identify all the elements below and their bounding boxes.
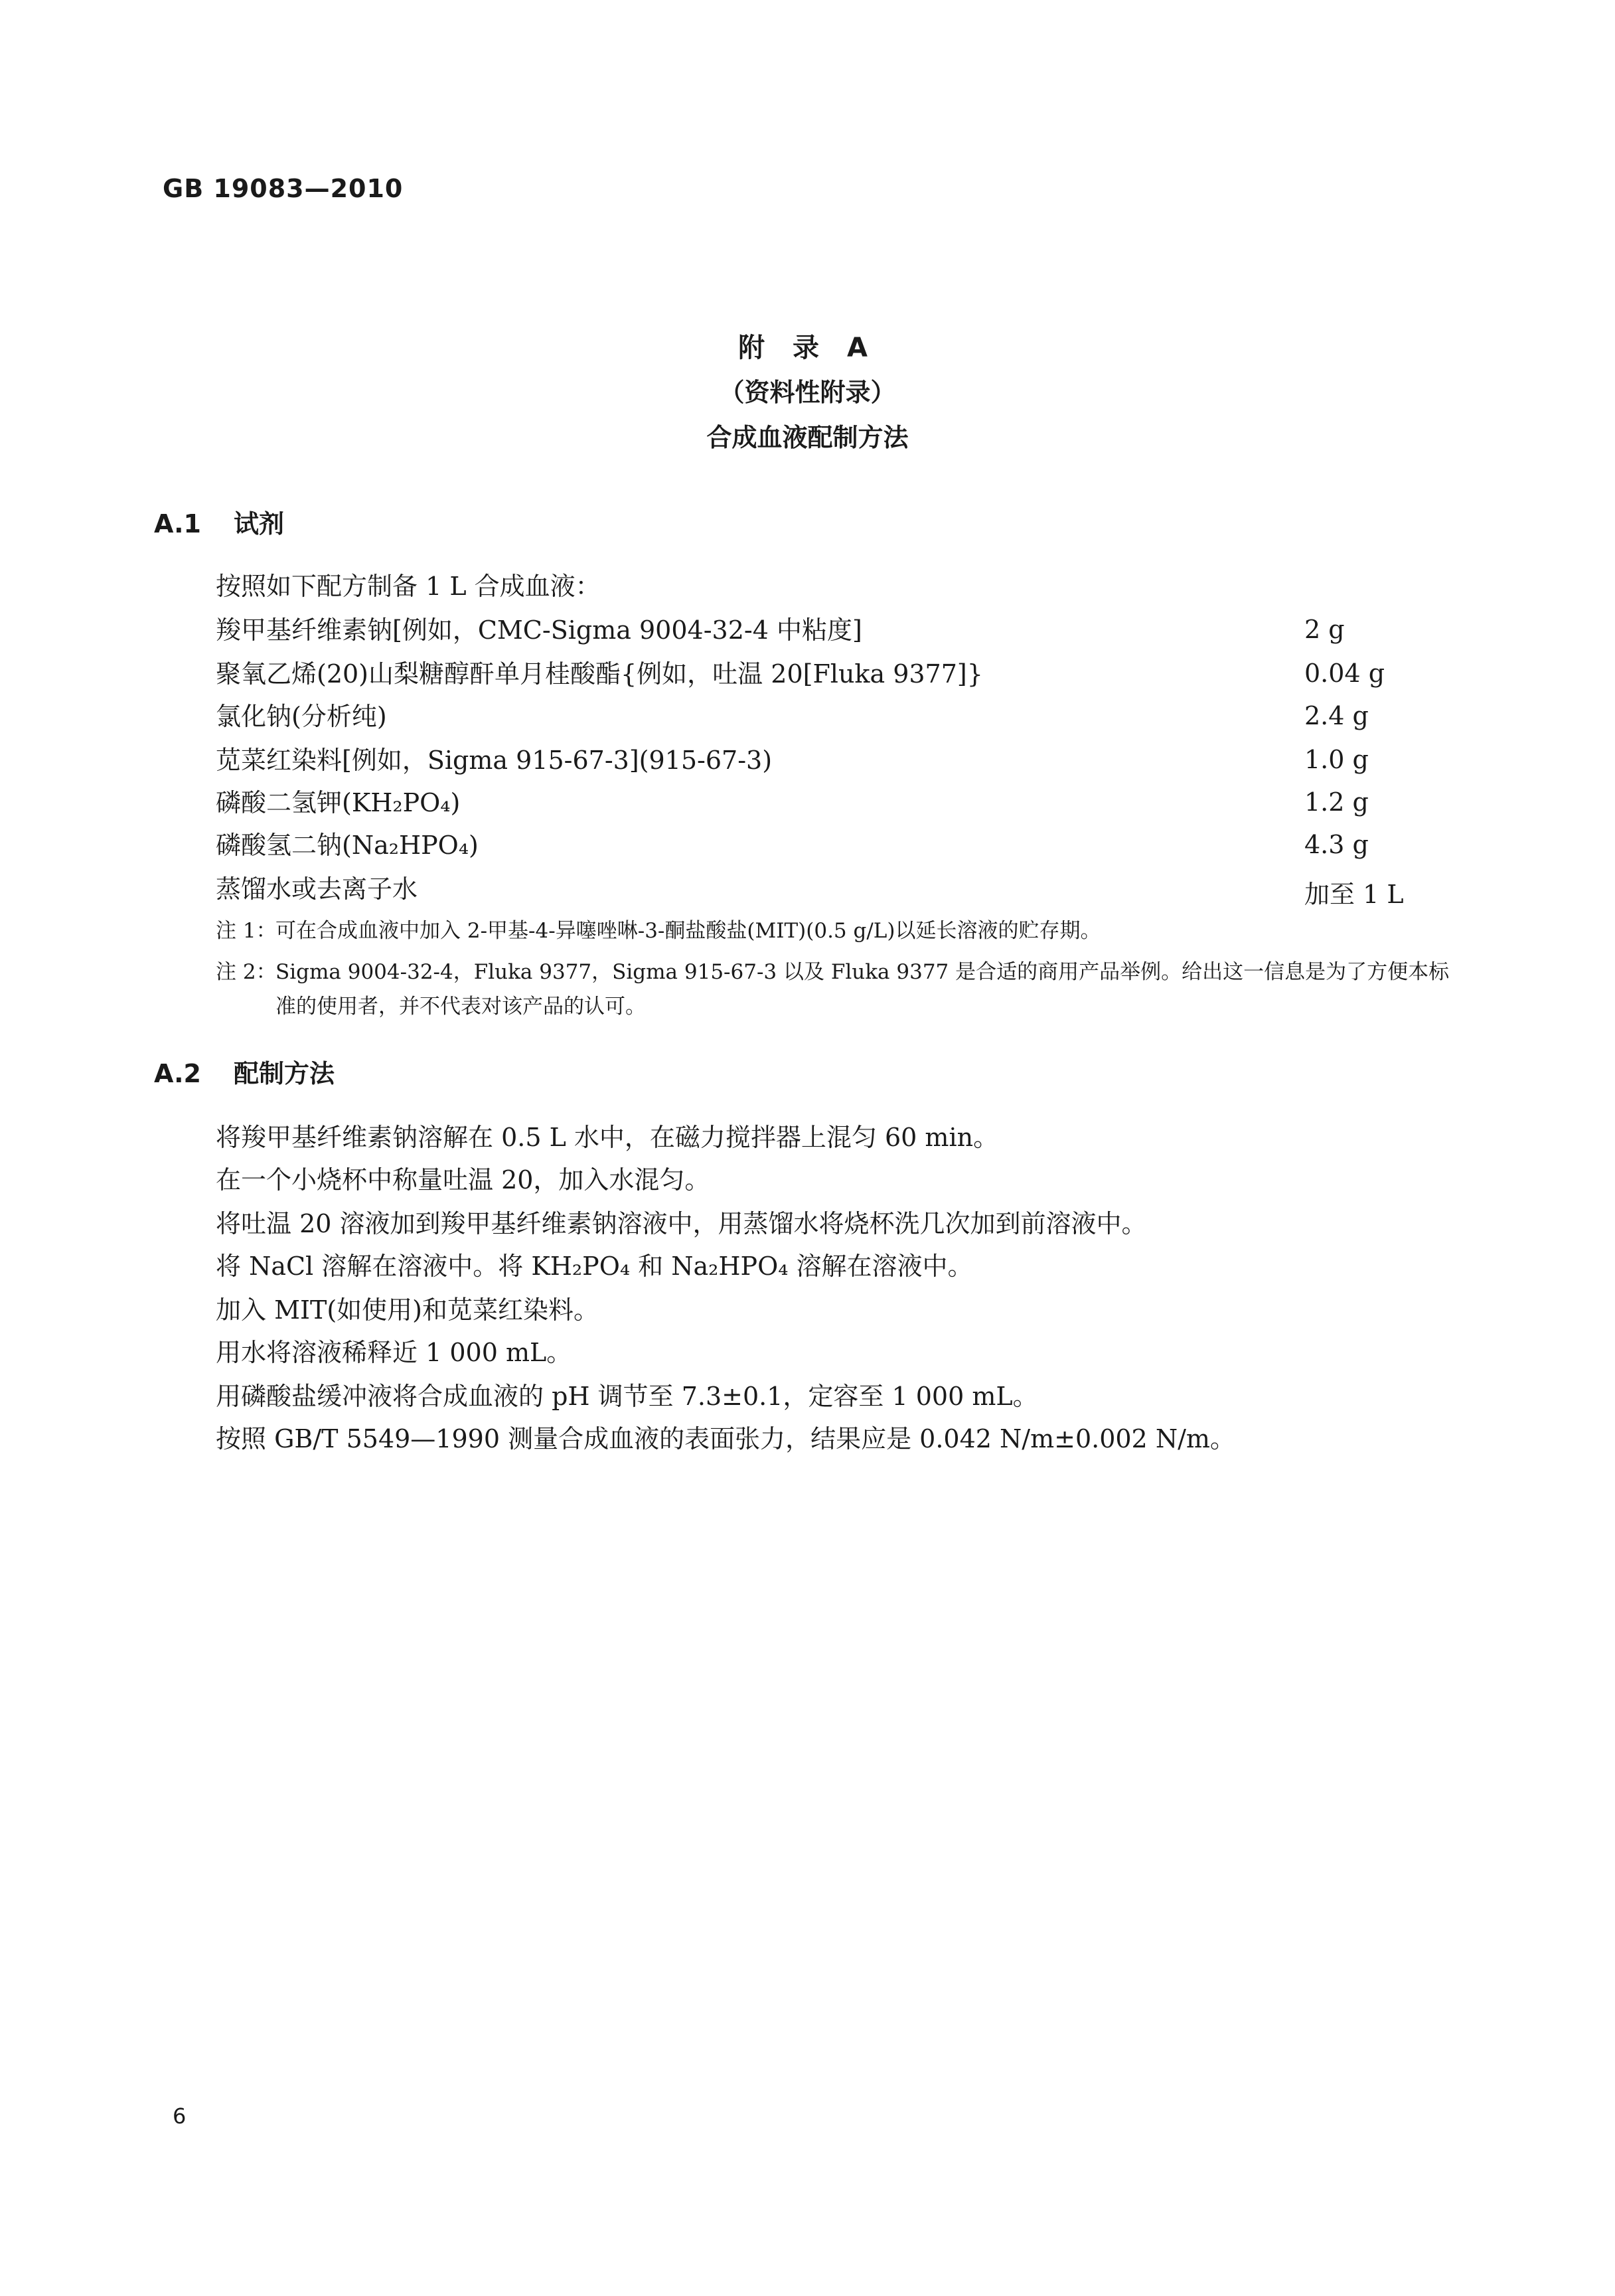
reagent-name: 羧甲基纤维素钠[例如，CMC-Sigma 9004-32-4 中粘度] xyxy=(216,615,862,645)
note-2 xyxy=(216,955,1450,1028)
list-item: 在一个小烧杯中称量吐温 20，加入水混匀。 xyxy=(216,1165,710,1194)
note-text: 可在合成血液中加入 2-甲基-4-异噻唑啉-3-酮盐酸盐(MIT)(0.5 g/L)以延长溶液的贮存期。 xyxy=(275,919,1101,943)
reagent-name: 氯化钠(分析纯) xyxy=(216,702,387,731)
section-a2-number: A.2 xyxy=(154,1059,201,1088)
section-a1-title: 试剂 xyxy=(234,509,285,538)
reagent-quantity: 1.0 g xyxy=(1304,745,1369,774)
reagent-row xyxy=(216,696,1424,736)
section-a2-title: 配制方法 xyxy=(234,1059,335,1088)
list-item: 将 NaCl 溶解在溶液中。将 KH₂PO₄ 和 Na₂HPO₄ 溶解在溶液中。 xyxy=(216,1252,973,1281)
reagent-name: 磷酸氢二钠(Na₂HPO₄) xyxy=(216,831,479,860)
appendix-title: 附 录 A xyxy=(738,333,877,363)
reagent-quantity: 2.4 g xyxy=(1304,701,1369,730)
standard-code: GB 19083—2010 xyxy=(163,174,404,203)
reagent-name: 磷酸二氢钾(KH₂PO₄) xyxy=(216,788,461,817)
reagent-name: 聚氧乙烯(20)山梨糖醇酐单月桂酸酯{例如，吐温 20[Fluka 9377]} xyxy=(216,659,983,689)
reagent-row xyxy=(216,740,1424,779)
list-item: 将羧甲基纤维素钠溶解在 0.5 L 水中，在磁力搅拌器上混匀 60 min。 xyxy=(216,1123,999,1152)
section-a2-heading xyxy=(154,1053,335,1090)
section-a1-heading xyxy=(154,503,284,540)
note-label: 注 2： xyxy=(216,960,277,984)
list-item: 用磷酸盐缓冲液将合成血液的 pH 调节至 7.3±0.1，定容至 1 000 mL。 xyxy=(216,1382,1038,1411)
reagent-quantity: 4.3 g xyxy=(1304,830,1369,859)
reagent-name: 苋菜红染料[例如，Sigma 915-67-3](915-67-3) xyxy=(216,746,773,775)
note-label: 注 1： xyxy=(216,919,277,943)
reagents-intro: 按照如下配方制备 1 L 合成血液： xyxy=(216,572,601,601)
appendix-heading: 合成血液配制方法 xyxy=(706,423,909,452)
reagent-quantity: 2 g xyxy=(1304,615,1345,644)
reagent-row xyxy=(216,653,1424,693)
reagent-name: 蒸馏水或去离子水 xyxy=(216,874,418,904)
reagent-quantity: 1.2 g xyxy=(1304,787,1369,817)
list-item: 用水将溶液稀释近 1 000 mL。 xyxy=(216,1338,572,1367)
reagent-row xyxy=(216,782,1424,822)
reagent-row xyxy=(216,825,1424,864)
list-item: 将吐温 20 溶液加到羧甲基纤维素钠溶液中，用蒸馏水将烧杯洗几次加到前溶液中。 xyxy=(216,1209,1147,1238)
reagent-quantity: 0.04 g xyxy=(1304,659,1385,688)
list-item: 按照 GB/T 5549—1990 测量合成血液的表面张力，结果应是 0.042 N/m±0.002 N/m。 xyxy=(216,1424,1235,1453)
note-1 xyxy=(216,914,1450,951)
reagent-quantity: 加至 1 L xyxy=(1304,880,1404,909)
appendix-subtitle: （资料性附录） xyxy=(719,378,896,407)
section-a1-number: A.1 xyxy=(154,509,201,538)
reagent-row xyxy=(216,610,1424,649)
page-number: 6 xyxy=(173,2103,187,2129)
note-text: Sigma 9004-32-4，Fluka 9377，Sigma 915-67-3 以及 Fluka 9377 是合适的商用产品举例。给出这一信息是为了方便本标准的使用者，并不代表对该产品的认可。 xyxy=(275,960,1450,1019)
list-item: 加入 MIT(如使用)和苋菜红染料。 xyxy=(216,1295,599,1325)
reagent-row xyxy=(216,868,1424,908)
